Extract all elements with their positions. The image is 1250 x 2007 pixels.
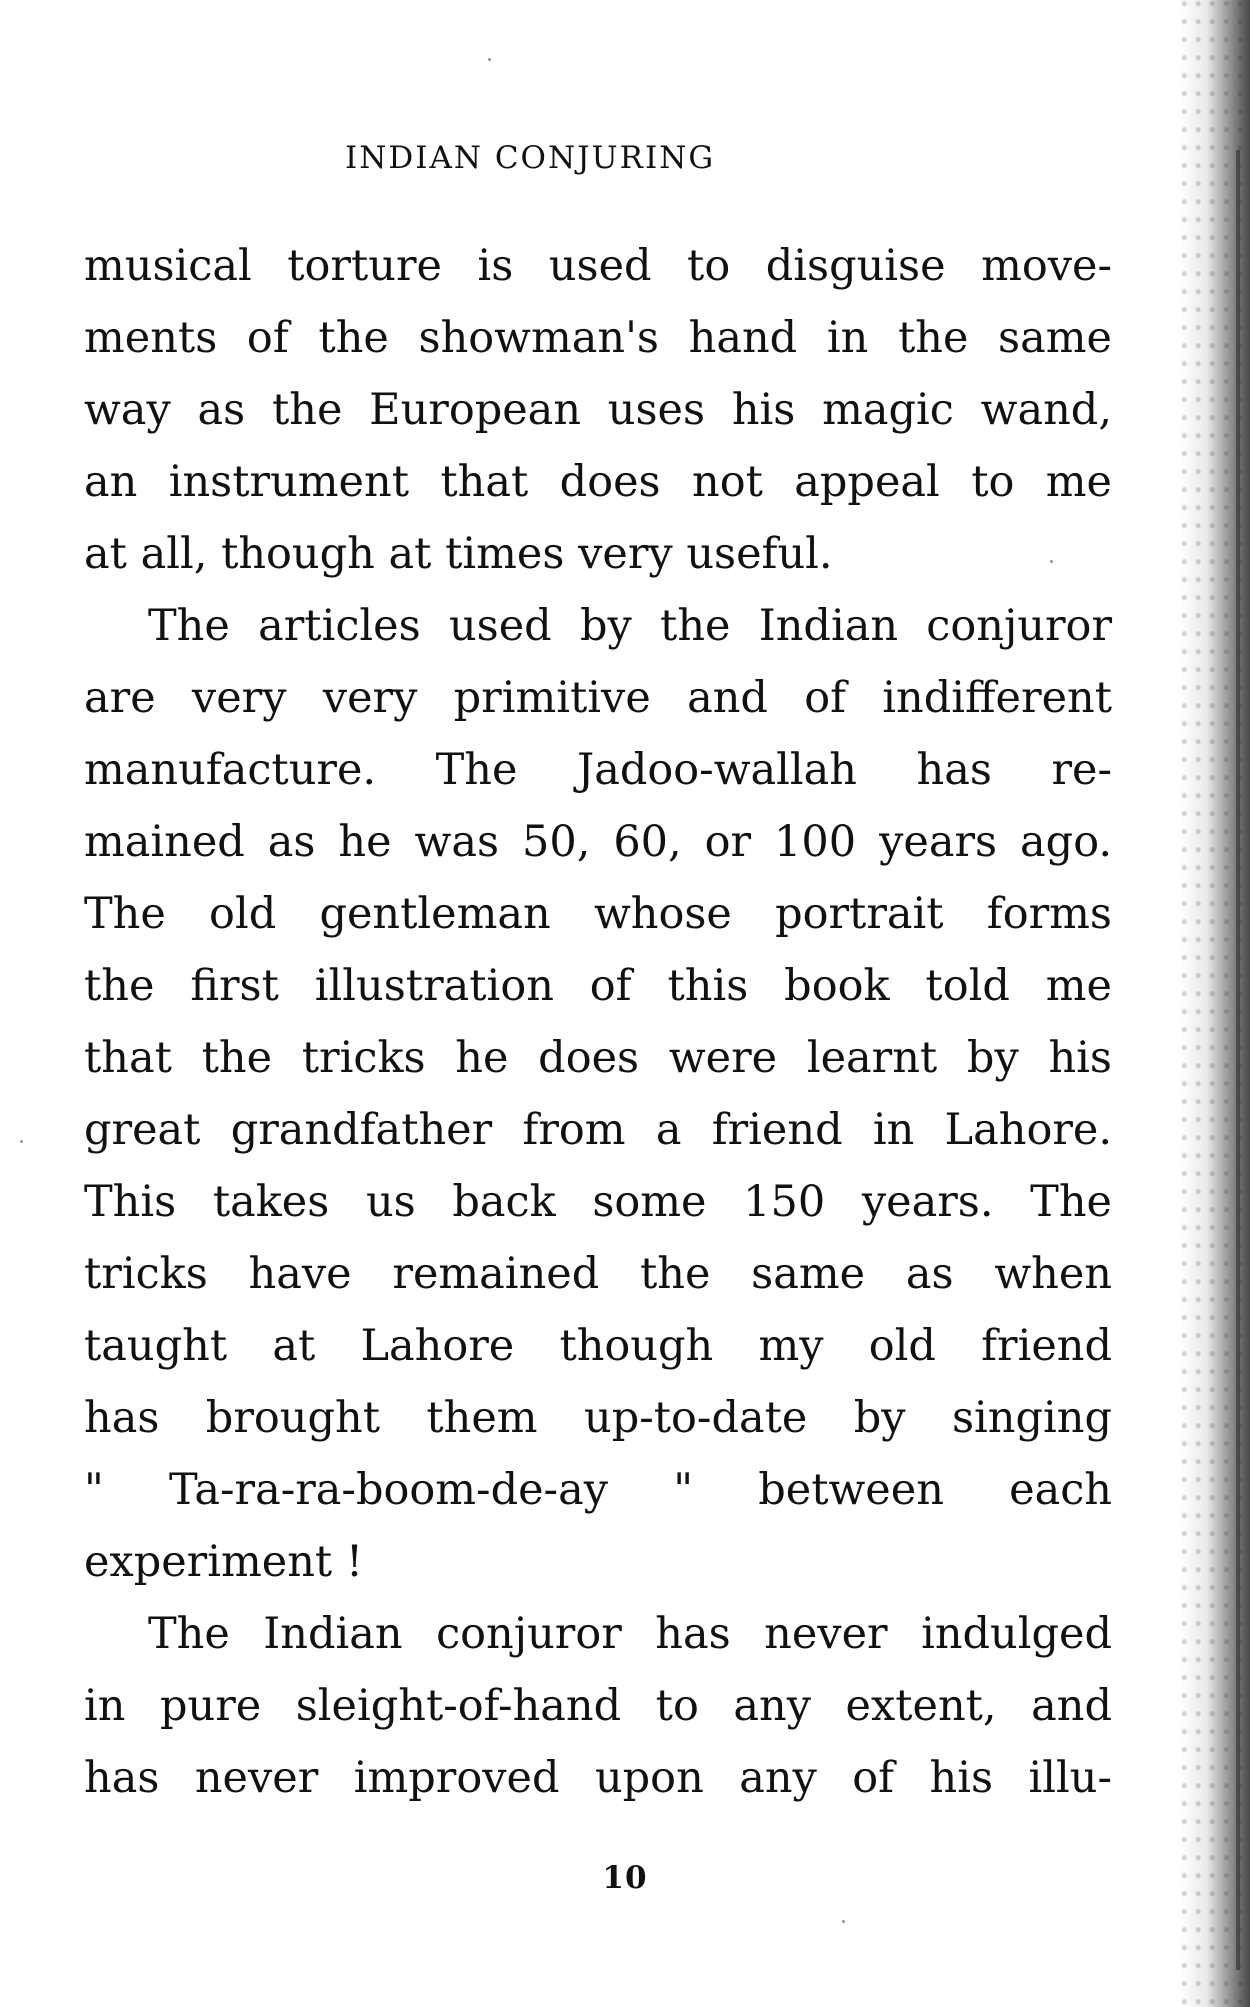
text-line: has never improved upon any of his illu- <box>84 1753 1112 1803</box>
body-text <box>84 230 1112 1814</box>
text-line: The Indian conjuror has never indulged <box>148 1609 1112 1659</box>
scanned-page-edge <box>1180 0 1250 2007</box>
text-line: in pure sleight-of-hand to any extent, and <box>84 1681 1112 1731</box>
scan-speck <box>1050 560 1053 563</box>
text-line: great grandfather from a friend in Lahore. <box>84 1105 1112 1155</box>
text-line: has brought them up-to-date by singing <box>84 1393 1112 1443</box>
text-line: musical torture is used to disguise move- <box>84 241 1112 291</box>
page-number: 10 <box>602 1860 648 1896</box>
text-line: experiment ! <box>84 1537 364 1587</box>
text-line: " Ta-ra-ra-boom-de-ay " between each <box>84 1465 1112 1515</box>
text-line: an instrument that does not appeal to me <box>84 457 1112 507</box>
text-line: tricks have remained the same as when <box>84 1249 1112 1299</box>
text-line: The old gentleman whose portrait forms <box>84 889 1112 939</box>
text-line: that the tricks he does were learnt by his <box>84 1033 1112 1083</box>
text-line: This takes us back some 150 years. The <box>84 1177 1112 1227</box>
scan-speck <box>20 1140 23 1143</box>
text-line: ments of the showman's hand in the same <box>84 313 1112 363</box>
text-line: way as the European uses his magic wand, <box>84 385 1112 435</box>
scan-speck <box>842 1920 845 1923</box>
scan-speck <box>488 58 491 61</box>
text-line: at all, though at times very useful. <box>84 529 833 579</box>
running-head: INDIAN CONJURING <box>345 140 716 176</box>
text-line: the first illustration of this book told me <box>84 961 1112 1011</box>
text-line: The articles used by the Indian conjuror <box>148 601 1112 651</box>
text-line: taught at Lahore though my old friend <box>84 1321 1112 1371</box>
text-line: are very very primitive and of indifferent <box>84 673 1112 723</box>
text-line: mained as he was 50, 60, or 100 years ago. <box>84 817 1112 867</box>
text-line: manufacture. The Jadoo-wallah has re- <box>84 745 1112 795</box>
